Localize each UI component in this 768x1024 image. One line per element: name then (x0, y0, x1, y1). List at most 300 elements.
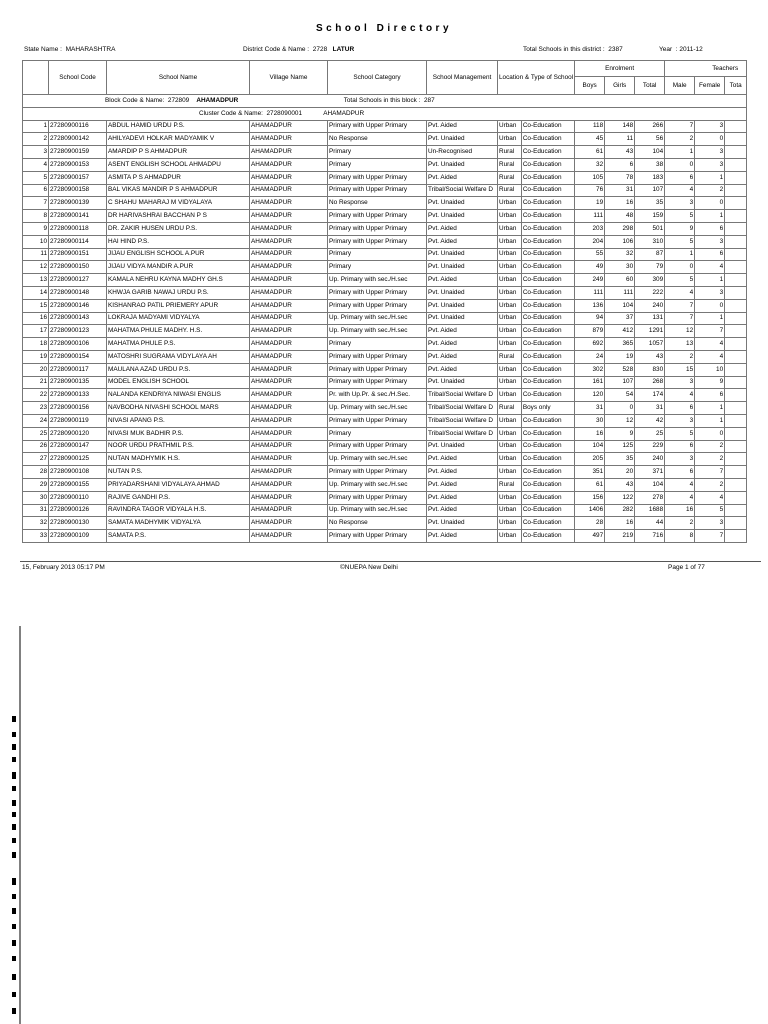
school-management: Pvt. Aided (427, 491, 498, 504)
female-teachers: 1 (695, 414, 725, 427)
female-teachers: 3 (695, 517, 725, 530)
block-label: Block Code & Name: (105, 96, 165, 104)
area-type: Rural (498, 171, 522, 184)
female-teachers: 4 (695, 338, 725, 351)
male-teachers: 8 (665, 530, 695, 543)
girls-enrolment: 16 (605, 517, 635, 530)
total-teachers (725, 222, 747, 235)
school-code: 27280900116 (49, 120, 107, 133)
female-teachers: 3 (695, 286, 725, 299)
school-code: 27280900118 (49, 222, 107, 235)
village-name: AHAMADPUR (250, 197, 328, 210)
male-teachers: 3 (665, 376, 695, 389)
area-type: Urban (498, 299, 522, 312)
scan-margin-marks (12, 626, 24, 1024)
table-row (23, 210, 747, 223)
female-teachers: 1 (695, 210, 725, 223)
female-teachers: 3 (695, 235, 725, 248)
table-row (23, 440, 747, 453)
village-name: AHAMADPUR (250, 299, 328, 312)
school-category-header: School Category (328, 61, 427, 95)
table-row (23, 171, 747, 184)
area-type: Urban (498, 491, 522, 504)
village-name: AHAMADPUR (250, 286, 328, 299)
total-enrolment: 43 (635, 350, 665, 363)
female-teachers: 3 (695, 146, 725, 159)
school-type: Co-Education (521, 158, 574, 171)
school-code: 27280900110 (49, 491, 107, 504)
female-teachers: 0 (695, 427, 725, 440)
school-category: Up. Primary with sec./H.sec (328, 504, 427, 517)
school-category: Primary with Upper Primary (328, 491, 427, 504)
girls-enrolment: 282 (605, 504, 635, 517)
school-code: 27280900108 (49, 466, 107, 479)
total-enrolment: 1291 (635, 325, 665, 338)
district-total-schools: Total Schools in this district : 2387 (523, 46, 623, 53)
school-name: ABDUL HAMID URDU P.S. (107, 120, 250, 133)
school-type: Co-Education (521, 312, 574, 325)
table-row (23, 325, 747, 338)
boys-enrolment: 136 (575, 299, 605, 312)
total-enrolment: 229 (635, 440, 665, 453)
total-teachers (725, 440, 747, 453)
school-type: Co-Education (521, 274, 574, 287)
boys-enrolment: 24 (575, 350, 605, 363)
female-teachers: 0 (695, 299, 725, 312)
male-teachers: 6 (665, 466, 695, 479)
area-type: Urban (498, 504, 522, 517)
block-row (23, 95, 747, 108)
total-enrolment: 104 (635, 146, 665, 159)
boys-enrolment: 302 (575, 363, 605, 376)
male-teachers: 16 (665, 504, 695, 517)
school-category: Up. Primary with sec./H.sec (328, 325, 427, 338)
village-name: AHAMADPUR (250, 120, 328, 133)
female-teachers: 4 (695, 350, 725, 363)
school-code: 27280900109 (49, 530, 107, 543)
school-name: MODEL ENGLISH SCHOOL (107, 376, 250, 389)
school-code: 27280900151 (49, 248, 107, 261)
school-name: ASENT ENGLISH SCHOOL AHMADPU (107, 158, 250, 171)
male-teachers: 4 (665, 286, 695, 299)
area-type: Urban (498, 261, 522, 274)
table-row (23, 312, 747, 325)
school-code: 27280900154 (49, 350, 107, 363)
girls-enrolment: 104 (605, 299, 635, 312)
school-management: Pvt. Aided (427, 453, 498, 466)
village-name: AHAMADPUR (250, 274, 328, 287)
school-type: Co-Education (521, 210, 574, 223)
female-teachers: 0 (695, 133, 725, 146)
girls-enrolment: 6 (605, 158, 635, 171)
male-teachers: 6 (665, 440, 695, 453)
girls-enrolment: 412 (605, 325, 635, 338)
total-enrolment: 310 (635, 235, 665, 248)
school-category: Primary with Upper Primary (328, 466, 427, 479)
village-name: AHAMADPUR (250, 478, 328, 491)
boys-enrolment: 204 (575, 235, 605, 248)
boys-enrolment: 203 (575, 222, 605, 235)
total-teachers (725, 158, 747, 171)
female-teachers: 1 (695, 312, 725, 325)
school-category: Primary with Upper Primary (328, 286, 427, 299)
school-name: SAMATA P.S. (107, 530, 250, 543)
boys-enrolment: 31 (575, 402, 605, 415)
school-category: Primary with Upper Primary (328, 235, 427, 248)
male-teachers: 2 (665, 517, 695, 530)
male-teachers: 3 (665, 414, 695, 427)
girls-enrolment: 31 (605, 184, 635, 197)
total-teachers (725, 133, 747, 146)
area-type: Rural (498, 350, 522, 363)
school-type: Co-Education (521, 299, 574, 312)
school-management: Pvt. Unaided (427, 248, 498, 261)
serial-number: 25 (23, 427, 49, 440)
total-enrolment: 104 (635, 478, 665, 491)
total-enrolment: 31 (635, 402, 665, 415)
table-row (23, 133, 747, 146)
village-name: AHAMADPUR (250, 146, 328, 159)
boys-enrolment: 111 (575, 286, 605, 299)
village-name: AHAMADPUR (250, 466, 328, 479)
boys-enrolment: 205 (575, 453, 605, 466)
school-type: Co-Education (521, 440, 574, 453)
female-teachers: 2 (695, 184, 725, 197)
school-category: Primary with Upper Primary (328, 299, 427, 312)
total-header: Total (635, 77, 665, 95)
serial-number: 17 (23, 325, 49, 338)
school-name: ASMITA P S AHMADPUR (107, 171, 250, 184)
table-row (23, 530, 747, 543)
village-name: AHAMADPUR (250, 453, 328, 466)
school-code: 27280900135 (49, 376, 107, 389)
village-name: AHAMADPUR (250, 350, 328, 363)
school-management: Pvt. Aided (427, 171, 498, 184)
total-enrolment: 830 (635, 363, 665, 376)
total-teachers (725, 478, 747, 491)
school-management: Pvt. Unaided (427, 133, 498, 146)
area-type: Urban (498, 376, 522, 389)
total-teachers (725, 261, 747, 274)
school-code: 27280900130 (49, 517, 107, 530)
serial-number: 23 (23, 402, 49, 415)
school-name: DR HARIVASHRAI BACCHAN P S (107, 210, 250, 223)
boys-enrolment: 55 (575, 248, 605, 261)
serial-number: 30 (23, 491, 49, 504)
school-code: 27280900133 (49, 389, 107, 402)
school-code: 27280900150 (49, 261, 107, 274)
girls-enrolment: 43 (605, 478, 635, 491)
area-type: Urban (498, 517, 522, 530)
village-name: AHAMADPUR (250, 427, 328, 440)
table-row (23, 453, 747, 466)
serial-number: 4 (23, 158, 49, 171)
area-type: Urban (498, 210, 522, 223)
village-name: AHAMADPUR (250, 184, 328, 197)
serial-number: 1 (23, 120, 49, 133)
area-type: Urban (498, 235, 522, 248)
total-enrolment: 266 (635, 120, 665, 133)
girls-enrolment: 16 (605, 197, 635, 210)
serial-number: 3 (23, 146, 49, 159)
school-management: Pvt. Aided (427, 120, 498, 133)
school-code-header: School Code (49, 61, 107, 95)
male-teachers: 7 (665, 299, 695, 312)
male-teachers: 5 (665, 427, 695, 440)
school-name: LOKRAJA MADYAMI VIDYALYA (107, 312, 250, 325)
serial-number: 26 (23, 440, 49, 453)
total-enrolment: 278 (635, 491, 665, 504)
male-teachers: 6 (665, 402, 695, 415)
total-teachers (725, 235, 747, 248)
school-type: Co-Education (521, 235, 574, 248)
area-type: Urban (498, 248, 522, 261)
boys-enrolment: 497 (575, 530, 605, 543)
table-row (23, 491, 747, 504)
school-type: Co-Education (521, 504, 574, 517)
school-name: C SHAHU MAHARAJ M VIDYALAYA (107, 197, 250, 210)
village-name: AHAMADPUR (250, 171, 328, 184)
area-type: Urban (498, 197, 522, 210)
print-date: 15, February 2013 05:17 PM (22, 564, 105, 571)
girls-enrolment: 43 (605, 146, 635, 159)
school-type: Co-Education (521, 389, 574, 402)
school-type: Co-Education (521, 146, 574, 159)
cluster-name: AHAMADPUR (323, 109, 365, 117)
cluster-label: Cluster Code & Name: (199, 109, 263, 117)
school-code: 27280900120 (49, 427, 107, 440)
total-enrolment: 25 (635, 427, 665, 440)
total-enrolment: 87 (635, 248, 665, 261)
school-category: Up. Primary with sec./H.sec (328, 453, 427, 466)
boys-enrolment: 156 (575, 491, 605, 504)
female-teachers: 2 (695, 440, 725, 453)
male-teachers: 7 (665, 312, 695, 325)
male-header: Male (665, 77, 695, 95)
school-type: Co-Education (521, 517, 574, 530)
total-teachers (725, 299, 747, 312)
area-type: Rural (498, 146, 522, 159)
male-teachers: 7 (665, 120, 695, 133)
total-teachers (725, 402, 747, 415)
female-teachers: 5 (695, 504, 725, 517)
village-name: AHAMADPUR (250, 440, 328, 453)
female-teachers: 6 (695, 248, 725, 261)
school-code: 27280900147 (49, 440, 107, 453)
school-name: MAHATMA PHULE P.S. (107, 338, 250, 351)
male-teachers: 4 (665, 389, 695, 402)
school-type: Co-Education (521, 325, 574, 338)
total-teachers (725, 504, 747, 517)
girls-enrolment: 35 (605, 453, 635, 466)
girls-enrolment: 111 (605, 286, 635, 299)
total-teachers (725, 325, 747, 338)
serial-number: 32 (23, 517, 49, 530)
cluster-row (23, 107, 747, 120)
total-enrolment: 42 (635, 414, 665, 427)
village-name: AHAMADPUR (250, 414, 328, 427)
area-type: Urban (498, 325, 522, 338)
school-category: Pr. with Up.Pr. & sec./H.Sec. (328, 389, 427, 402)
school-management: Pvt. Unaided (427, 440, 498, 453)
table-row (23, 376, 747, 389)
school-name: NUTAN MADHYMIK H.S. (107, 453, 250, 466)
village-name: AHAMADPUR (250, 325, 328, 338)
school-name: PRIYADARSHANI VIDYALAYA AHMAD (107, 478, 250, 491)
school-name: NALANDA KENDRIYA NIWASI ENGLIS (107, 389, 250, 402)
block-code: 272809 (167, 96, 190, 104)
block-name: AHAMADPUR (196, 96, 239, 104)
school-category: Primary (328, 427, 427, 440)
school-code: 27280900106 (49, 338, 107, 351)
table-row (23, 197, 747, 210)
school-code: 27280900158 (49, 184, 107, 197)
serial-number: 33 (23, 530, 49, 543)
school-management-header: School Management (427, 61, 498, 95)
total-teachers (725, 453, 747, 466)
serial-number: 19 (23, 350, 49, 363)
total-teachers (725, 530, 747, 543)
block-total-label: Total Schools in this block : (343, 96, 421, 104)
school-type: Co-Education (521, 184, 574, 197)
male-teachers: 5 (665, 235, 695, 248)
total-enrolment: 268 (635, 376, 665, 389)
school-code: 27280900114 (49, 235, 107, 248)
village-name: AHAMADPUR (250, 338, 328, 351)
school-category: Primary with Upper Primary (328, 376, 427, 389)
serial-header (23, 61, 49, 95)
serial-number: 12 (23, 261, 49, 274)
school-code: 27280900156 (49, 402, 107, 415)
total-enrolment: 79 (635, 261, 665, 274)
area-type: Urban (498, 389, 522, 402)
area-type: Urban (498, 286, 522, 299)
male-teachers: 2 (665, 133, 695, 146)
male-teachers: 3 (665, 453, 695, 466)
area-type: Rural (498, 158, 522, 171)
school-management: Pvt. Unaided (427, 197, 498, 210)
total-enrolment: 1688 (635, 504, 665, 517)
school-name: MAHATMA PHULE MADHY. H.S. (107, 325, 250, 338)
school-type: Co-Education (521, 453, 574, 466)
total-enrolment: 371 (635, 466, 665, 479)
girls-enrolment: 125 (605, 440, 635, 453)
school-management: Pvt. Aided (427, 274, 498, 287)
boys-enrolment: 1406 (575, 504, 605, 517)
state-name: State Name : MAHARASHTRA (24, 46, 116, 53)
total-enrolment: 38 (635, 158, 665, 171)
boys-enrolment: 61 (575, 478, 605, 491)
school-management: Pvt. Unaided (427, 376, 498, 389)
school-name: RAVINDRA TAGOR VIDYALA H.S. (107, 504, 250, 517)
male-teachers: 0 (665, 261, 695, 274)
male-teachers: 6 (665, 171, 695, 184)
serial-number: 13 (23, 274, 49, 287)
boys-enrolment: 249 (575, 274, 605, 287)
school-code: 27280900155 (49, 478, 107, 491)
village-name: AHAMADPUR (250, 376, 328, 389)
school-category: Primary (328, 146, 427, 159)
area-type: Urban (498, 440, 522, 453)
school-type: Co-Education (521, 478, 574, 491)
boys-enrolment: 120 (575, 389, 605, 402)
total-teachers (725, 427, 747, 440)
school-code: 27280900159 (49, 146, 107, 159)
table-row (23, 389, 747, 402)
male-teachers: 1 (665, 248, 695, 261)
girls-enrolment: 60 (605, 274, 635, 287)
serial-number: 21 (23, 376, 49, 389)
table-row (23, 146, 747, 159)
boys-enrolment: 16 (575, 427, 605, 440)
school-code: 27280900143 (49, 312, 107, 325)
school-type: Co-Education (521, 261, 574, 274)
school-name-header: School Name (107, 61, 250, 95)
school-management: Pvt. Aided (427, 363, 498, 376)
female-teachers: 10 (695, 363, 725, 376)
total-enrolment: 35 (635, 197, 665, 210)
table-row (23, 402, 747, 415)
village-name: AHAMADPUR (250, 491, 328, 504)
school-code: 27280900126 (49, 504, 107, 517)
total-enrolment: 240 (635, 453, 665, 466)
serial-number: 16 (23, 312, 49, 325)
school-name: NOOR URDU PRATHMIL P.S. (107, 440, 250, 453)
area-type: Rural (498, 184, 522, 197)
school-type: Co-Education (521, 414, 574, 427)
area-type: Urban (498, 363, 522, 376)
block-total-value: 287 (423, 96, 435, 104)
school-name: JIJAU VIDYA MANDIR A.PUR (107, 261, 250, 274)
area-type: Urban (498, 312, 522, 325)
table-row (23, 158, 747, 171)
boys-enrolment: 879 (575, 325, 605, 338)
female-teachers: 0 (695, 197, 725, 210)
school-type: Co-Education (521, 171, 574, 184)
boys-enrolment: 49 (575, 261, 605, 274)
male-teachers: 3 (665, 197, 695, 210)
total-enrolment: 107 (635, 184, 665, 197)
total-teachers (725, 389, 747, 402)
female-teachers: 3 (695, 120, 725, 133)
table-row (23, 338, 747, 351)
girls-enrolment: 11 (605, 133, 635, 146)
serial-number: 7 (23, 197, 49, 210)
school-management: Pvt. Unaided (427, 261, 498, 274)
female-teachers: 9 (695, 376, 725, 389)
school-category: Primary with Upper Primary (328, 530, 427, 543)
school-code: 27280900127 (49, 274, 107, 287)
female-teachers: 2 (695, 453, 725, 466)
school-management: Pvt. Aided (427, 466, 498, 479)
school-type: Co-Education (521, 376, 574, 389)
school-category: Primary with Upper Primary (328, 210, 427, 223)
female-teachers: 3 (695, 158, 725, 171)
school-type: Co-Education (521, 286, 574, 299)
total-teachers (725, 171, 747, 184)
school-code: 27280900119 (49, 414, 107, 427)
school-category: Primary with Upper Primary (328, 414, 427, 427)
village-name: AHAMADPUR (250, 504, 328, 517)
school-code: 27280900139 (49, 197, 107, 210)
school-type: Co-Education (521, 197, 574, 210)
female-teachers: 2 (695, 478, 725, 491)
school-name: KAMALA NEHRU KAYNA MADHY GH.S (107, 274, 250, 287)
school-category: Primary with Upper Primary (328, 120, 427, 133)
school-category: Primary with Upper Primary (328, 440, 427, 453)
school-type: Co-Education (521, 338, 574, 351)
female-teachers: 1 (695, 274, 725, 287)
